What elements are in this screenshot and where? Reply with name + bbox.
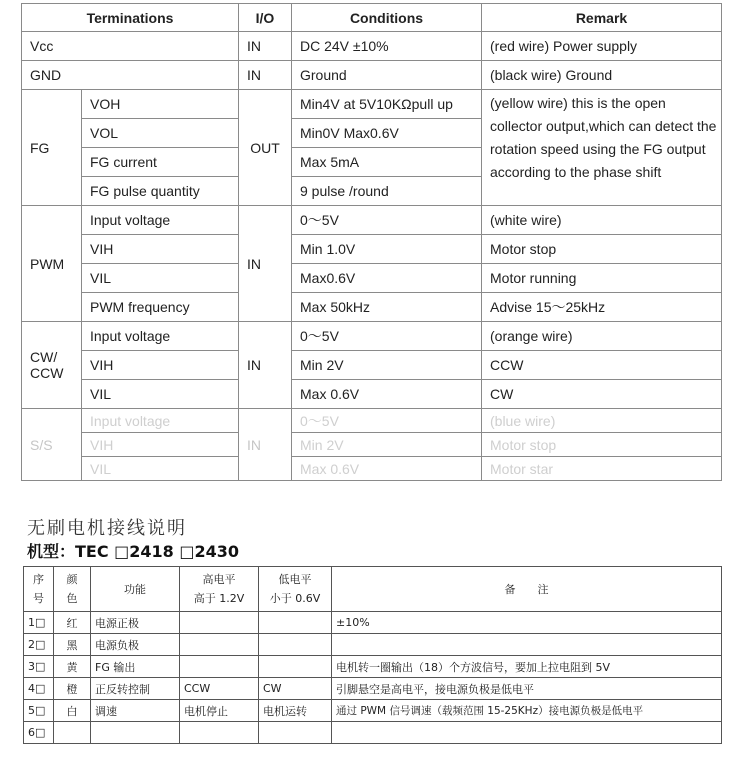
cond-ss-input: 0～5V: [292, 409, 482, 433]
cn-no: 1□: [24, 612, 54, 634]
sub-cw-vih: VIH: [82, 351, 239, 380]
io-gnd: IN: [239, 61, 292, 90]
cond-fg-pulse: 9 pulse /round: [292, 177, 482, 206]
cn-header-high-2: 高于 1.2V: [193, 592, 245, 605]
cn-func: 调速: [91, 700, 180, 722]
cn-note: 通过 PWM 信号调速（载频范围 15-25KHz）接电源负极是低电平: [332, 700, 722, 722]
cn-color: 白: [54, 700, 91, 722]
cn-row: [24, 722, 722, 744]
io-ss: IN: [239, 409, 292, 481]
cn-high: [180, 612, 259, 634]
sub-cw-input: Input voltage: [82, 322, 239, 351]
remark-pwm-frequency: Advise 15～25kHz: [482, 293, 722, 322]
cn-note: 引脚悬空是高电平，接电源负极是低电平: [332, 678, 722, 700]
io-cw: IN: [239, 322, 292, 409]
remark-ss-input: (blue wire): [482, 409, 722, 433]
cond-ss-vih: Min 2V: [292, 433, 482, 457]
cn-header-low: [259, 567, 332, 612]
row-ss-vil: [22, 457, 722, 481]
sub-pwm-input: Input voltage: [82, 206, 239, 235]
row-cw-vil: [22, 380, 722, 409]
cn-func: 电源正极: [91, 612, 180, 634]
cn-header-row: [24, 567, 722, 612]
cond-cw-vih: Min 2V: [292, 351, 482, 380]
cond-pwm-vih: Min 1.0V: [292, 235, 482, 264]
cn-note: ±10%: [332, 612, 722, 634]
row-pwm-vil: [22, 264, 722, 293]
row-gnd: [22, 61, 722, 90]
remark-ss-vih: Motor stop: [482, 433, 722, 457]
group-cw-ccw: [22, 322, 82, 409]
remark-ss-vil: Motor star: [482, 457, 722, 481]
row-cw-input: [22, 322, 722, 351]
sub-pwm-vih: VIH: [82, 235, 239, 264]
header-conditions: Conditions: [292, 4, 482, 32]
remark-vcc: (red wire) Power supply: [482, 32, 722, 61]
cn-wiring-table: [23, 566, 722, 744]
cn-color: 黄: [54, 656, 91, 678]
cn-color: 橙: [54, 678, 91, 700]
cn-color: 红: [54, 612, 91, 634]
term-vcc: Vcc: [22, 32, 239, 61]
cn-low: [259, 722, 332, 744]
cn-header-low-1: 低电平: [278, 573, 312, 586]
cond-cw-input: 0～5V: [292, 322, 482, 351]
cn-color: 黑: [54, 634, 91, 656]
group-ss: S/S: [22, 409, 82, 481]
remark-cw-vil: CW: [482, 380, 722, 409]
cond-fg-voh: Min4V at 5V10KΩpull up: [292, 90, 482, 119]
cn-note: 电机转一圈输出（18）个方波信号，要加上拉电阻到 5V: [332, 656, 722, 678]
cn-row: [24, 700, 722, 722]
cond-fg-current: Max 5mA: [292, 148, 482, 177]
row-pwm-input: [22, 206, 722, 235]
group-pwm: PWM: [22, 206, 82, 322]
cn-header-no-2: 号: [33, 592, 44, 605]
cn-low: [259, 656, 332, 678]
cn-low: 电机运转: [259, 700, 332, 722]
cond-cw-vil: Max 0.6V: [292, 380, 482, 409]
cn-section-title: 无刷电机接线说明: [27, 518, 187, 539]
cond-ss-vil: Max 0.6V: [292, 457, 482, 481]
sub-pwm-frequency: PWM frequency: [82, 293, 239, 322]
row-pwm-frequency: [22, 293, 722, 322]
row-ss-vih: [22, 433, 722, 457]
cn-row: [24, 656, 722, 678]
sub-pwm-vil: VIL: [82, 264, 239, 293]
remark-pwm-input: (white wire): [482, 206, 722, 235]
sub-fg-current: FG current: [82, 148, 239, 177]
term-gnd: GND: [22, 61, 239, 90]
cn-header-color-1: 颜: [66, 573, 78, 586]
cond-vcc: DC 24V ±10%: [292, 32, 482, 61]
row-vcc: [22, 32, 722, 61]
row-cw-vih: [22, 351, 722, 380]
cn-high: [180, 634, 259, 656]
cond-pwm-input: 0～5V: [292, 206, 482, 235]
remark-cw-input: (orange wire): [482, 322, 722, 351]
cn-no: 6□: [24, 722, 54, 744]
remark-pwm-vih: Motor stop: [482, 235, 722, 264]
sub-ss-vih: VIH: [82, 433, 239, 457]
cn-row: [24, 634, 722, 656]
cn-func: 电源负极: [91, 634, 180, 656]
remark-fg: (yellow wire) this is the open collector output,which can detect the rotation speed using the FG output according to the phase shift: [482, 90, 722, 206]
sub-ss-input: Input voltage: [82, 409, 239, 433]
remark-gnd: (black wire) Ground: [482, 61, 722, 90]
cn-no: 4□: [24, 678, 54, 700]
io-fg: OUT: [239, 90, 292, 206]
spec-header-row: [22, 4, 722, 32]
sub-fg-pulse: FG pulse quantity: [82, 177, 239, 206]
cn-header-func: 功能: [91, 567, 180, 612]
cn-note: [332, 722, 722, 744]
cn-low: [259, 612, 332, 634]
remark-pwm-vil: Motor running: [482, 264, 722, 293]
io-vcc: IN: [239, 32, 292, 61]
cn-color: [54, 722, 91, 744]
header-terminations: Terminations: [22, 4, 239, 32]
remark-cw-vih: CCW: [482, 351, 722, 380]
cn-header-color: [54, 567, 91, 612]
cn-header-high-1: 高电平: [202, 573, 236, 586]
cond-pwm-vil: Max0.6V: [292, 264, 482, 293]
cn-high: [180, 656, 259, 678]
cn-note: [332, 634, 722, 656]
cn-low: CW: [259, 678, 332, 700]
group-fg: FG: [22, 90, 82, 206]
sub-fg-voh: VOH: [82, 90, 239, 119]
sub-ss-vil: VIL: [82, 457, 239, 481]
sub-fg-vol: VOL: [82, 119, 239, 148]
cn-row: [24, 612, 722, 634]
terminations-spec-table: [21, 3, 722, 481]
cn-header-color-2: 色: [66, 592, 78, 605]
cn-header-low-2: 小于 0.6V: [269, 592, 321, 605]
cond-pwm-frequency: Max 50kHz: [292, 293, 482, 322]
cn-func: [91, 722, 180, 744]
cn-no: 3□: [24, 656, 54, 678]
cn-row: [24, 678, 722, 700]
header-remark: Remark: [482, 4, 722, 32]
cn-low: [259, 634, 332, 656]
cn-model-line: 机型：TEC □2418 □2430: [27, 542, 240, 561]
io-pwm: IN: [239, 206, 292, 322]
cn-header-no-1: 序: [33, 573, 44, 586]
cn-header-note: 备 注: [332, 567, 722, 612]
cn-header-high: [180, 567, 259, 612]
cn-header-no: [24, 567, 54, 612]
cn-no: 2□: [24, 634, 54, 656]
cond-fg-vol: Min0V Max0.6V: [292, 119, 482, 148]
cn-no: 5□: [24, 700, 54, 722]
row-fg-voh: [22, 90, 722, 119]
cn-high: [180, 722, 259, 744]
group-cw-label: CW/: [30, 349, 58, 365]
cond-gnd: Ground: [292, 61, 482, 90]
header-io: I/O: [239, 4, 292, 32]
cn-high: CCW: [180, 678, 259, 700]
cn-func: FG 输出: [91, 656, 180, 678]
row-ss-input: [22, 409, 722, 433]
cn-high: 电机停止: [180, 700, 259, 722]
sub-cw-vil: VIL: [82, 380, 239, 409]
group-ccw-label: CCW: [30, 365, 64, 381]
cn-func: 正反转控制: [91, 678, 180, 700]
row-pwm-vih: [22, 235, 722, 264]
